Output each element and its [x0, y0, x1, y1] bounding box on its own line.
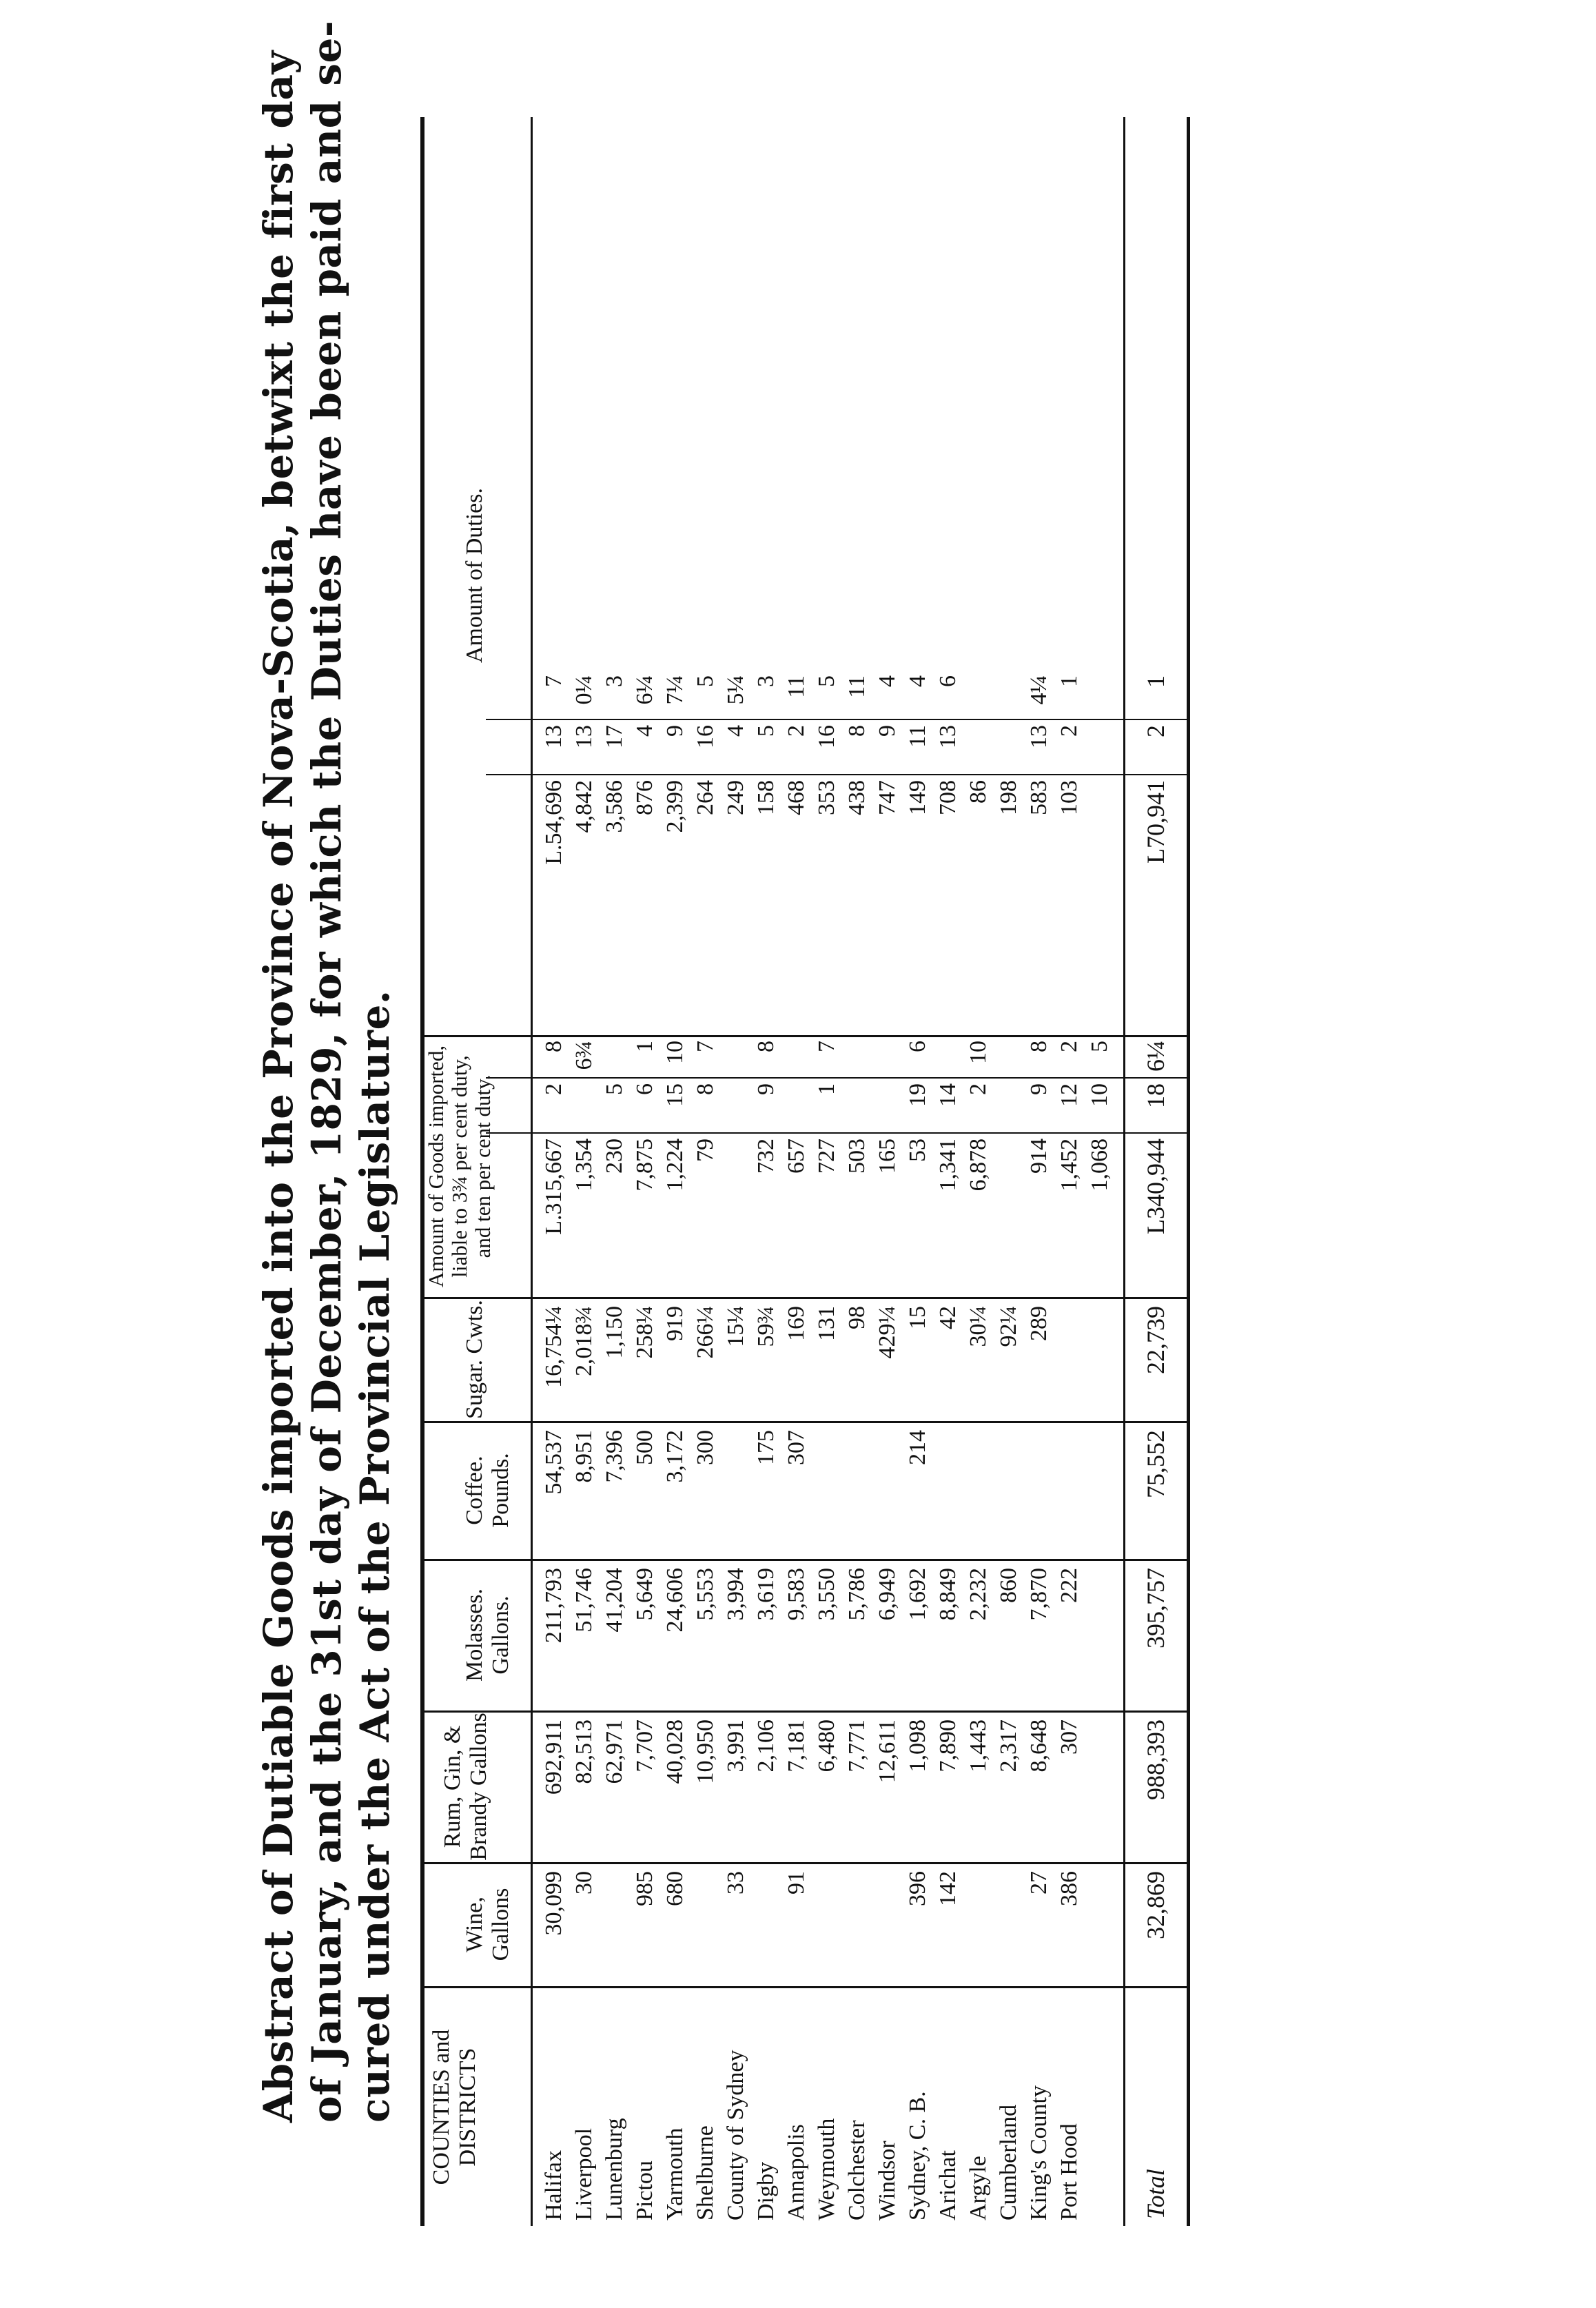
table-bottom-rule — [1187, 117, 1190, 2226]
county-name — [1085, 1986, 1114, 2220]
rum-gallons: 40,028 — [662, 1719, 688, 1784]
goods-pence: 10 — [965, 1041, 991, 1064]
goods-shillings: 5 — [602, 1083, 627, 1095]
goods-pence — [872, 1041, 902, 1075]
table-row — [812, 117, 841, 2226]
duties-shillings: 4 — [723, 725, 748, 737]
coffee-pounds — [812, 1430, 841, 1558]
county-name: Shelburne — [693, 2125, 718, 2220]
duties-pounds: 149 — [905, 780, 930, 815]
sugar-cwts: 429¼ — [874, 1306, 900, 1359]
duties-shillings: 17 — [602, 725, 627, 748]
rum-gallons: 6,480 — [814, 1719, 839, 1773]
county-name: County of Sydney — [723, 2050, 748, 2220]
goods-shillings: 14 — [935, 1083, 961, 1107]
table-row — [600, 117, 629, 2226]
duties-pounds: 583 — [1026, 780, 1052, 815]
goods-pence — [600, 1041, 629, 1075]
coffee-pounds: 300 — [693, 1430, 718, 1465]
goods-shillings: 8 — [693, 1083, 718, 1095]
goods-shillings: 1 — [814, 1083, 839, 1095]
header-rum: Rum, Gin, & Brandy Gallons — [440, 1713, 491, 1861]
coffee-pounds — [994, 1430, 1023, 1558]
wine-gallons: 142 — [935, 1871, 961, 1906]
county-name: Argyle — [965, 2156, 991, 2220]
goods-pence: 2 — [1056, 1041, 1082, 1052]
wine-gallons — [690, 1871, 720, 1985]
duties-pence: 7¼ — [662, 675, 688, 705]
goods-pounds: 53 — [905, 1138, 930, 1162]
molasses-gallons: 2,232 — [965, 1568, 991, 1621]
goods-pounds: 79 — [693, 1138, 718, 1162]
duties-shillings: 2 — [784, 725, 809, 737]
sugar-cwts: 2,018¾ — [571, 1306, 597, 1376]
sugar-cwts: 919 — [662, 1306, 688, 1341]
wine-gallons — [963, 1871, 993, 1985]
coffee-pounds: 8,951 — [571, 1430, 597, 1483]
goods-pence: 5 — [1087, 1041, 1112, 1052]
total-goods-pence: 6¼ — [1142, 1041, 1169, 1072]
molasses-gallons — [1085, 1568, 1114, 1709]
coffee-pounds: 214 — [905, 1430, 930, 1465]
total-duties-shillings: 2 — [1142, 725, 1169, 737]
coffee-pounds: 307 — [784, 1430, 809, 1465]
duties-pence: 3 — [602, 675, 627, 687]
header-molasses: Molasses. Gallons. — [462, 1588, 513, 1682]
goods-pence: 6¾ — [571, 1041, 597, 1070]
duties-pounds — [1085, 780, 1114, 1034]
molasses-gallons: 8,849 — [935, 1568, 961, 1621]
molasses-gallons: 3,994 — [723, 1568, 748, 1621]
goods-pounds: L.315,667 — [541, 1138, 566, 1235]
rum-gallons: 62,971 — [602, 1719, 627, 1784]
goods-pounds: 1,452 — [1056, 1138, 1082, 1192]
rum-gallons: 82,513 — [571, 1719, 597, 1784]
sugar-cwts: 42 — [935, 1306, 961, 1329]
molasses-gallons: 41,204 — [602, 1568, 627, 1633]
header-wine: Wine, Gallons — [462, 1888, 513, 1961]
title-line-3: cured under the Act of the Provincial Legislature. — [351, 990, 398, 2123]
county-name: Windsor — [874, 2141, 900, 2220]
duties-pence: 4¼ — [1026, 675, 1052, 705]
duties-shillings: 11 — [905, 725, 930, 748]
goods-pounds: 1,224 — [662, 1138, 688, 1192]
duties-pence: 0¼ — [571, 675, 597, 705]
goods-shillings: 9 — [753, 1083, 779, 1095]
goods-pounds: 732 — [753, 1138, 779, 1174]
header-rule — [531, 117, 533, 2226]
rum-gallons: 2,317 — [996, 1719, 1021, 1773]
goods-pence — [781, 1041, 811, 1075]
duties-shillings: 13 — [541, 725, 566, 748]
coffee-pounds: 54,537 — [541, 1430, 566, 1495]
table-row — [903, 117, 932, 2226]
total-duties-pence: 1 — [1142, 675, 1169, 688]
rum-gallons: 7,181 — [784, 1719, 809, 1773]
duties-shillings — [1085, 725, 1114, 772]
county-name: Liverpool — [571, 2127, 597, 2220]
goods-shillings: 2 — [965, 1083, 991, 1095]
duties-shillings: 16 — [814, 725, 839, 748]
rum-gallons: 2,106 — [753, 1719, 779, 1773]
duties-pence: 7 — [541, 675, 566, 687]
coffee-pounds: 7,396 — [602, 1430, 627, 1483]
molasses-gallons: 860 — [996, 1568, 1021, 1603]
duties-pence — [1085, 675, 1114, 717]
table-row — [690, 117, 720, 2226]
wine-gallons — [812, 1871, 841, 1985]
goods-pence — [994, 1041, 1023, 1075]
rum-gallons: 7,707 — [632, 1719, 657, 1773]
table-row — [630, 117, 659, 2226]
total-label: Total — [1142, 2169, 1169, 2219]
duties-table — [420, 117, 1371, 2226]
sugar-cwts: 15¼ — [723, 1306, 748, 1347]
goods-pounds: 1,341 — [935, 1138, 961, 1192]
county-name: Halifax — [541, 2150, 566, 2220]
duties-pounds: 158 — [753, 780, 779, 815]
county-name: Arichat — [935, 2150, 961, 2220]
goods-pounds: 914 — [1026, 1138, 1052, 1174]
table-row — [963, 117, 993, 2226]
wine-gallons: 27 — [1026, 1871, 1052, 1895]
goods-shillings: 2 — [541, 1083, 566, 1095]
table-row — [781, 117, 811, 2226]
table-row — [872, 117, 902, 2226]
rotated-page — [255, 20, 1371, 2226]
wine-gallons: 396 — [905, 1871, 930, 1906]
duties-pence — [963, 675, 993, 717]
total-goods-shillings: 18 — [1142, 1083, 1169, 1108]
goods-pounds: 503 — [844, 1138, 870, 1174]
duties-pence: 4 — [905, 675, 930, 687]
wine-gallons: 985 — [632, 1871, 657, 1906]
molasses-gallons: 222 — [1056, 1568, 1082, 1603]
wine-gallons: 30,099 — [541, 1871, 566, 1936]
goods-pence: 7 — [814, 1041, 839, 1052]
header-goods: Amount of Goods imported, liable to 3¾ per cent duty, and ten per cent duty. — [424, 1045, 495, 1288]
molasses-gallons: 1,692 — [905, 1568, 930, 1621]
sugar-cwts: 30¼ — [965, 1306, 991, 1347]
coffee-pounds — [1024, 1430, 1054, 1558]
goods-shillings: 12 — [1056, 1083, 1082, 1107]
table-row — [1085, 117, 1114, 2226]
duties-shillings: 13 — [1026, 725, 1052, 748]
duties-pounds: 264 — [693, 780, 718, 815]
sugar-cwts: 266¼ — [693, 1306, 718, 1359]
header-sugar: Sugar. Cwts. — [462, 1300, 487, 1419]
rum-gallons: 10,950 — [693, 1719, 718, 1784]
sugar-cwts: 92¼ — [996, 1306, 1021, 1347]
duties-pounds: 2,399 — [662, 780, 688, 833]
county-name: Colchester — [844, 2120, 870, 2220]
duties-shillings: 8 — [844, 725, 870, 737]
sugar-cwts: 98 — [844, 1306, 870, 1329]
duties-pounds: 708 — [935, 780, 961, 815]
duties-pounds: 353 — [814, 780, 839, 815]
molasses-gallons: 24,606 — [662, 1568, 688, 1633]
coffee-pounds — [933, 1430, 963, 1558]
duties-pounds: 438 — [844, 780, 870, 815]
goods-pence: 1 — [632, 1041, 657, 1052]
goods-pounds: 1,068 — [1087, 1138, 1112, 1192]
duties-pounds: 4,842 — [571, 780, 597, 833]
goods-pence: 8 — [541, 1041, 566, 1052]
coffee-pounds — [721, 1430, 750, 1558]
sugar-cwts: 131 — [814, 1306, 839, 1341]
wine-gallons — [600, 1871, 629, 1985]
goods-pounds: 727 — [814, 1138, 839, 1174]
duties-pence: 5 — [693, 675, 718, 687]
table-row — [842, 117, 872, 2226]
county-name: Digby — [753, 2162, 779, 2220]
duties-pounds: 3,586 — [602, 780, 627, 833]
rum-gallons: 12,611 — [874, 1719, 900, 1784]
county-name: Pictou — [632, 2161, 657, 2220]
goods-pounds: 657 — [784, 1138, 809, 1174]
duties-pounds: 468 — [784, 780, 809, 815]
table-row — [1024, 117, 1054, 2226]
duties-pence: 6¼ — [632, 675, 657, 705]
duties-pence: 11 — [784, 675, 809, 698]
goods-pounds: 230 — [602, 1138, 627, 1174]
duties-shillings: 16 — [693, 725, 718, 748]
duties-pence — [994, 675, 1023, 717]
molasses-gallons: 5,786 — [844, 1568, 870, 1621]
total-sugar: 22,739 — [1142, 1306, 1169, 1374]
county-name: Annapolis — [784, 2124, 809, 2220]
coffee-pounds: 500 — [632, 1430, 657, 1465]
molasses-gallons: 3,550 — [814, 1568, 839, 1621]
total-duties-pounds: L70,941 — [1142, 780, 1169, 864]
goods-shillings: 10 — [1087, 1083, 1112, 1107]
rum-gallons: 8,648 — [1026, 1719, 1052, 1773]
goods-pence: 8 — [1026, 1041, 1052, 1052]
sugar-cwts — [1085, 1306, 1114, 1420]
county-name: King's County — [1026, 2085, 1052, 2220]
duties-pounds: 747 — [874, 780, 900, 815]
molasses-gallons: 51,746 — [571, 1568, 597, 1633]
goods-shillings: 9 — [1026, 1083, 1052, 1095]
duties-shillings: 5 — [753, 725, 779, 737]
county-name: Cumberland — [996, 2104, 1021, 2220]
duties-shillings — [963, 725, 993, 772]
sugar-cwts: 16,754¼ — [541, 1306, 566, 1388]
sugar-cwts: 289 — [1026, 1306, 1052, 1341]
goods-pence: 7 — [693, 1041, 718, 1052]
rum-gallons: 3,991 — [723, 1719, 748, 1773]
total-goods-pounds: L340,944 — [1142, 1138, 1169, 1234]
table-row — [1054, 117, 1084, 2226]
county-name: Weymouth — [814, 2118, 839, 2220]
goods-shillings: 6 — [632, 1083, 657, 1095]
wine-gallons — [751, 1871, 781, 1985]
total-molasses: 395,757 — [1142, 1568, 1169, 1648]
goods-pounds: 6,878 — [965, 1138, 991, 1192]
goods-shillings — [842, 1083, 872, 1130]
rum-gallons: 307 — [1056, 1719, 1082, 1755]
duties-shillings: 9 — [874, 725, 900, 737]
goods-pounds: 1,354 — [571, 1138, 597, 1192]
wine-gallons: 91 — [784, 1871, 809, 1895]
rum-gallons — [1085, 1719, 1114, 1861]
wine-gallons: 30 — [571, 1871, 597, 1895]
goods-pence: 6 — [905, 1041, 930, 1052]
coffee-pounds: 3,172 — [662, 1430, 688, 1483]
sugar-cwts: 59¾ — [753, 1306, 779, 1347]
sugar-cwts: 169 — [784, 1306, 809, 1341]
table-row — [539, 117, 569, 2226]
duties-pounds: 198 — [996, 780, 1021, 815]
molasses-gallons: 5,553 — [693, 1568, 718, 1621]
goods-pounds: 165 — [874, 1138, 900, 1174]
duties-shillings: 13 — [935, 725, 961, 748]
duties-shillings — [994, 725, 1023, 772]
wine-gallons — [1085, 1871, 1114, 1985]
duties-pounds: 86 — [965, 780, 991, 804]
total-rum: 988,393 — [1142, 1719, 1169, 1800]
wine-gallons — [872, 1871, 902, 1985]
table-row — [569, 117, 599, 2226]
header-coffee: Coffee. Pounds. — [462, 1453, 513, 1528]
table-row — [933, 117, 963, 2226]
rum-gallons: 1,098 — [905, 1719, 930, 1773]
coffee-pounds — [842, 1430, 872, 1558]
goods-pounds — [721, 1138, 750, 1296]
molasses-gallons: 6,949 — [874, 1568, 900, 1621]
sugar-cwts: 1,150 — [602, 1306, 627, 1359]
goods-shillings — [721, 1083, 750, 1130]
duties-pence: 11 — [844, 675, 870, 698]
coffee-pounds — [872, 1430, 902, 1558]
duties-pounds: 876 — [632, 780, 657, 815]
wine-gallons: 386 — [1056, 1871, 1082, 1906]
goods-shillings — [994, 1083, 1023, 1130]
wine-gallons — [994, 1871, 1023, 1985]
wine-gallons: 680 — [662, 1871, 688, 1906]
molasses-gallons: 3,619 — [753, 1568, 779, 1621]
rum-gallons: 7,771 — [844, 1719, 870, 1773]
goods-shillings — [781, 1083, 811, 1130]
molasses-gallons: 7,870 — [1026, 1568, 1052, 1621]
goods-shillings — [569, 1083, 599, 1130]
duties-pence: 5 — [814, 675, 839, 687]
rum-gallons: 1,443 — [965, 1719, 991, 1773]
wine-gallons: 33 — [723, 1871, 748, 1895]
goods-pence — [721, 1041, 750, 1075]
header-county: COUNTIES and DISTRICTS — [429, 2029, 480, 2185]
header-duties: Amount of Duties. — [462, 487, 487, 664]
molasses-gallons: 211,793 — [541, 1568, 566, 1644]
sugar-cwts: 258¼ — [632, 1306, 657, 1359]
goods-pounds: 7,875 — [632, 1138, 657, 1192]
duties-pence: 1 — [1056, 675, 1082, 687]
duties-shillings: 2 — [1056, 725, 1082, 737]
goods-shillings: 15 — [662, 1083, 688, 1107]
goods-pence: 8 — [753, 1041, 779, 1052]
rum-gallons: 7,890 — [935, 1719, 961, 1773]
duties-pounds: 249 — [723, 780, 748, 815]
goods-pence — [933, 1041, 963, 1075]
goods-pence: 10 — [662, 1041, 688, 1064]
coffee-pounds — [1085, 1430, 1114, 1558]
duties-pence: 4 — [874, 675, 900, 687]
county-name: Yarmouth — [662, 2127, 688, 2220]
duties-pence: 5¼ — [723, 675, 748, 705]
rum-gallons: 692,911 — [541, 1719, 566, 1795]
duties-pounds: 103 — [1056, 780, 1082, 815]
duties-pence: 3 — [753, 675, 779, 687]
goods-pounds — [994, 1138, 1023, 1296]
molasses-gallons: 5,649 — [632, 1568, 657, 1621]
county-name: Port Hood — [1056, 2123, 1082, 2220]
county-name: Sydney, C. B. — [905, 2091, 930, 2220]
table-row — [721, 117, 750, 2226]
sugar-cwts: 15 — [905, 1306, 930, 1329]
goods-pence — [842, 1041, 872, 1075]
total-wine: 32,869 — [1142, 1871, 1169, 1939]
coffee-pounds — [1054, 1430, 1084, 1558]
total-top-rule — [1123, 117, 1125, 2226]
sugar-cwts — [1054, 1306, 1084, 1420]
wine-gallons — [842, 1871, 872, 1985]
coffee-pounds: 175 — [753, 1430, 779, 1465]
county-name: Lunenburg — [602, 2118, 627, 2220]
duties-pence: 6 — [935, 675, 961, 687]
duties-shillings: 4 — [632, 725, 657, 737]
table-row — [751, 117, 781, 2226]
duties-shillings: 9 — [662, 725, 688, 737]
title-line-2: of January, and the 31st day of December, 1829, for which the Duties have been paid and se- — [303, 20, 350, 2123]
total-coffee: 75,552 — [1142, 1430, 1169, 1498]
duties-pounds: L.54,696 — [541, 780, 566, 865]
molasses-gallons: 9,583 — [784, 1568, 809, 1621]
goods-shillings: 19 — [905, 1083, 930, 1107]
goods-shillings — [872, 1083, 902, 1130]
coffee-pounds — [963, 1430, 993, 1558]
title-line-1: Abstract of Dutiable Goods imported into the Province of Nova-Scotia, betwixt the first day — [255, 50, 302, 2123]
table-row — [994, 117, 1023, 2226]
duties-shillings: 13 — [571, 725, 597, 748]
table-row — [660, 117, 690, 2226]
